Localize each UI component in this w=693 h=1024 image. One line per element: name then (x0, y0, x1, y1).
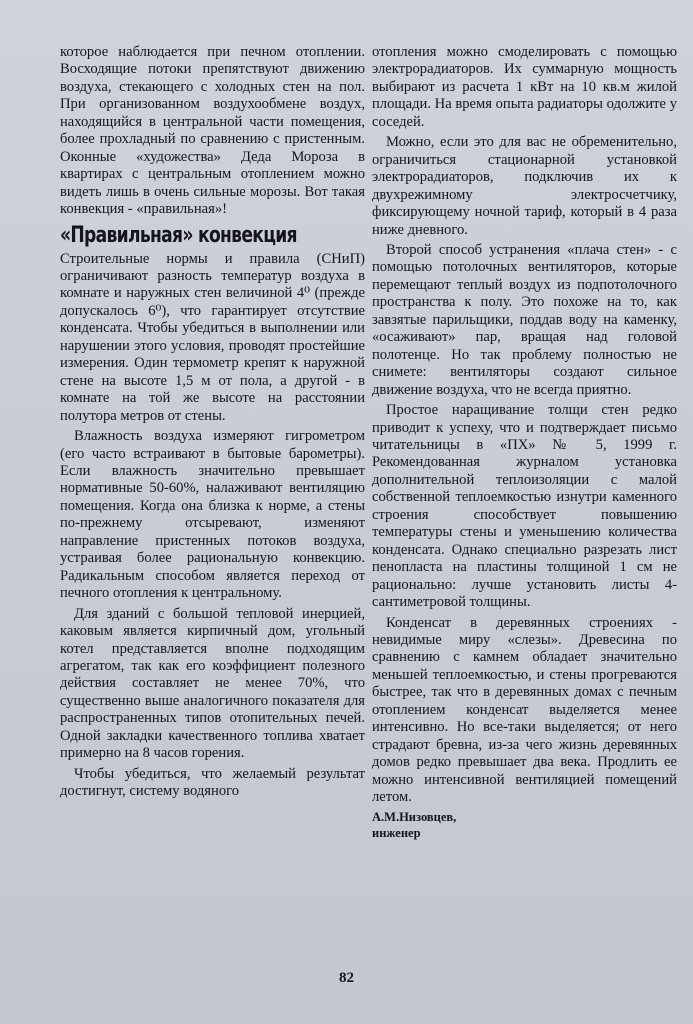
page-number: 82 (339, 970, 354, 986)
paragraph: Простое наращивание толщи стен редко приводит к успеху, что и подтверждает письмо читательницы в «ПХ» № 5, 1999 г. Рекомендованная журналом установка дополнительной теплоизоляции с малой собственной теплоемкостью изнутри каменного строения способствует повышению температуры стены и уменьшению количества конденсата. Однако специально разрезать лист пенопласта на пластины толщиной 1 см не рационально: лучше установить листы 4-сантиметровой толщины. (372, 402, 677, 611)
left-column (60, 44, 365, 804)
right-column (372, 44, 677, 841)
paragraph: отопления можно смоделировать с помощью электрорадиаторов. Их суммарную мощность выбирают из расчета 1 кВт на 10 кв.м жилой площади. На время опыта радиаторы одолжите у соседей. (372, 44, 677, 130)
paragraph: Можно, если это для вас не обременительно, ограничиться стационарной установкой электрорадиаторов, подключив их к двухрежимному электросчетчику, фиксирующему ночной тариф, который в 4 раза ниже дневного. (372, 134, 677, 238)
paragraph: Строительные нормы и правила (СНиП) ограничивают разность температур воздуха в комнате и наружных стен величиной 4⁰ (прежде допускалось 6⁰), что гарантирует отсутствие конденсата. Чтобы убедиться в выполнении или нарушении этого условия, проводят простейшие измерения. Один термометр крепят к наружной стене на высоте 1,5 м от пола, а другой - в комнате на той же высоте на расстоянии полутора метров от стены. (60, 250, 365, 424)
paragraph: Второй способ устранения «плача стен» - с помощью потолочных вентиляторов, которые перемещают теплый воздух из подпотолочного пространства к полу. Это похоже на то, как завзятые парильщики, поддав воду на каменку, «осаживают» пар, вращая над головой полотенце. Но так проблему полностью не снимете: вентиляторы создают сильное движение воздуха, что не всегда приятно. (372, 241, 677, 398)
paragraph: Для зданий с большой тепловой инерцией, каковым является кирпичный дом, угольный котел представляется вполне подходящим агрегатом, так как его коэффициент полезного действия составляет не менее 70%, что существенно выше аналогичного показателя для распространенных типов отопительных печей. Одной закладки качественного топлива хватает примерно на 8 часов горения. (60, 605, 365, 762)
paragraph: Влажность воздуха измеряют гигрометром (его часто встраивают в бытовые барометры). Если влажность значительно превышает нормативные 50-60%, налаживают вентиляцию помещения. Когда она близка к норме, а стены по-прежнему отсыревают, изменяют направление пристенных потоков воздуха, устраивая более рациональную конвекцию. Радикальным способом является переход от печного отопления к центральному. (60, 428, 365, 602)
author-role: инженер (372, 826, 421, 841)
paragraph: Конденсат в деревянных строениях - невидимые миру «слезы». Древесина по сравнению с камнем обладает значительно меньшей теплоемкостью, и стены прогреваются быстрее, так что в деревянных домах с печным отоплением конденсат выделяется менее интенсивно. Но все-таки выделяется; от него страдают бревна, из-за чего жизнь деревянных домов редко превышает два века. Продлить ее можно интенсивной вентиляцией помещений летом. (372, 614, 677, 806)
paragraph: Чтобы убедиться, что желаемый результат достигнут, систему водяного (60, 765, 365, 800)
author-signature (372, 809, 677, 841)
paragraph: которое наблюдается при печном отоплении. Восходящие потоки препятствуют движению воздуха, стекающего с холодных стен на пол. При организованном воздухообмене воздух, находящийся в центральной части помещения, более прохладный по сравнению с пристенным. Оконные «художества» Деда Мороза в квартирах с центральным отоплением можно видеть лишь в очень сильные морозы. Вот такая конвекция - «правильная»! (60, 44, 365, 218)
author-name: А.М.Низовцев, (372, 810, 457, 825)
section-heading: «Правильная» конвекция (60, 222, 297, 248)
